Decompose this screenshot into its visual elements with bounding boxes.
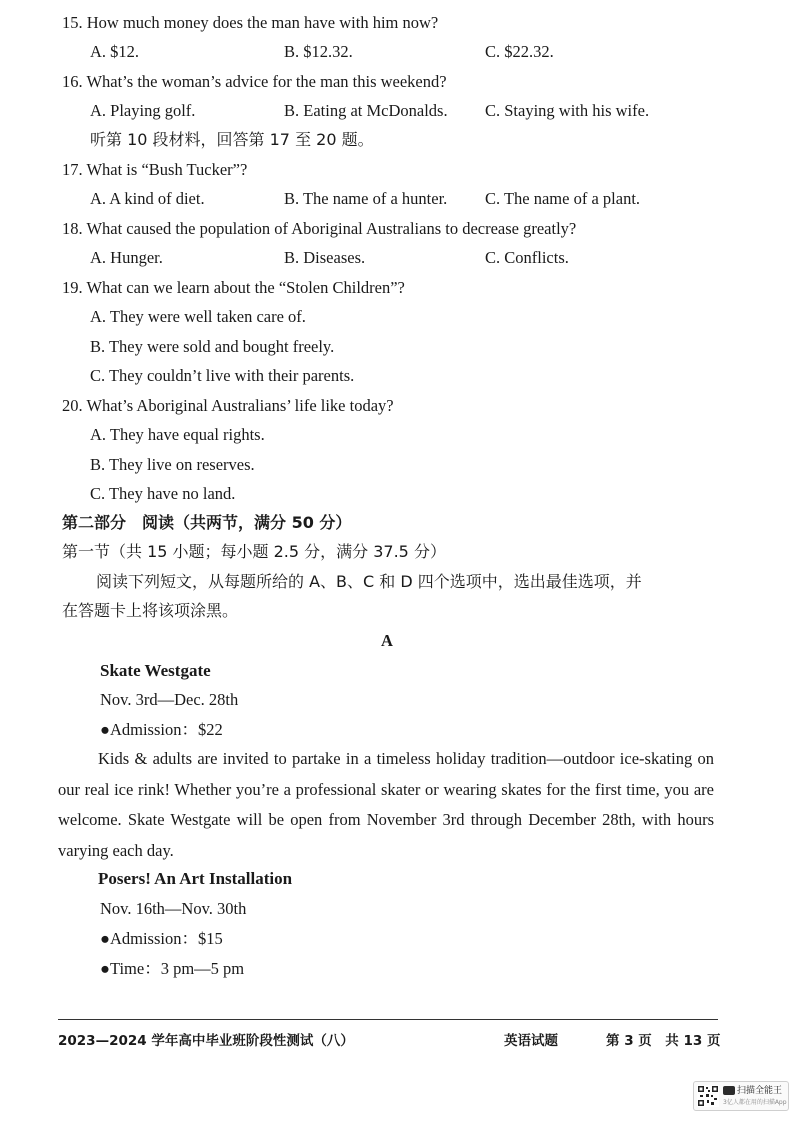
event-1-title: Skate Westgate: [100, 661, 211, 680]
event-2-dates: Nov. 16th—Nov. 30th: [100, 899, 247, 918]
question-20-option-b: B. They live on reserves.: [90, 455, 255, 474]
question-20-option-c: C. They have no land.: [90, 484, 236, 503]
question-17-option-b: B. The name of a hunter.: [284, 189, 448, 208]
question-19-option-c: C. They couldn’t live with their parents.: [90, 366, 355, 385]
footer-subject: 英语试题: [504, 1033, 558, 1049]
passage-letter: A: [381, 631, 393, 650]
question-17-option-a: A. A kind of diet.: [90, 189, 205, 208]
question-16-option-b: B. Eating at McDonalds.: [284, 101, 448, 120]
question-17-option-c: C. The name of a plant.: [485, 189, 641, 208]
event-1-description: Kids & adults are invited to partake in a timeless holiday tradition—outdoor ice-skating on our real ice rink! Whether you’re a professional skater or wearing skates for the first time, you are welcome. Skate Westgate will be open from November 3rd through December 28th, with hours varying each day.: [58, 749, 714, 860]
section-1-heading: 第一节（共 15 小题；每小题 2.5 分，满分 37.5 分）: [62, 542, 446, 561]
event-1-admission: ●Admission：$22: [100, 720, 223, 739]
question-15-option-b: B. $12.32.: [284, 42, 353, 61]
question-18-option-a: A. Hunger.: [90, 248, 163, 267]
question-19-option-b: B. They were sold and bought freely.: [90, 337, 335, 356]
event-2-time: ●Time：3 pm—5 pm: [100, 959, 245, 978]
listening-instruction: 听第 10 段材料，回答第 17 至 20 题。: [90, 130, 374, 149]
question-15-stem: 15. How much money does the man have with him now?: [62, 13, 439, 32]
camscanner-logo-icon: [723, 1086, 735, 1095]
question-18-option-c: C. Conflicts.: [485, 248, 569, 267]
question-16-stem: 16. What’s the woman’s advice for the man this weekend?: [62, 72, 447, 91]
scanner-watermark: [693, 1081, 789, 1111]
event-1-dates: Nov. 3rd—Dec. 28th: [100, 690, 239, 709]
question-20-option-a: A. They have equal rights.: [90, 425, 265, 444]
watermark-title: 扫描全能王: [737, 1086, 783, 1096]
footer-page-number: 第 3 页 共 13 页: [606, 1033, 721, 1049]
question-16-option-c: C. Staying with his wife.: [485, 101, 650, 120]
watermark-subtitle: 3亿人都在用的扫描App: [723, 1099, 787, 1106]
question-19-option-a: A. They were well taken care of.: [90, 307, 306, 326]
event-2-admission: ●Admission：$15: [100, 929, 223, 948]
footer-divider: [58, 1019, 718, 1020]
reading-instruction-line-2: 在答题卡上将该项涂黑。: [62, 601, 239, 620]
question-17-stem: 17. What is “Bush Tucker”?: [62, 160, 248, 179]
reading-instruction-line-1: 阅读下列短文，从每题所给的 A、B、C 和 D 四个选项中，选出最佳选项，并: [96, 572, 642, 591]
qr-code-icon: [697, 1085, 719, 1107]
question-18-stem: 18. What caused the population of Aboriginal Australians to decrease greatly?: [62, 219, 577, 238]
question-16-option-a: A. Playing golf.: [90, 101, 196, 120]
question-15-option-c: C. $22.32.: [485, 42, 554, 61]
question-19-stem: 19. What can we learn about the “Stolen Children”?: [62, 278, 405, 297]
question-15-option-a: A. $12.: [90, 42, 140, 61]
part-2-heading: 第二部分 阅读（共两节，满分 50 分）: [62, 513, 352, 532]
event-2-title: Posers! An Art Installation: [98, 869, 293, 888]
question-20-stem: 20. What’s Aboriginal Australians’ life like today?: [62, 396, 394, 415]
question-18-option-b: B. Diseases.: [284, 248, 366, 267]
footer-exam-title: 2023—2024 学年高中毕业班阶段性测试（八）: [58, 1033, 354, 1049]
